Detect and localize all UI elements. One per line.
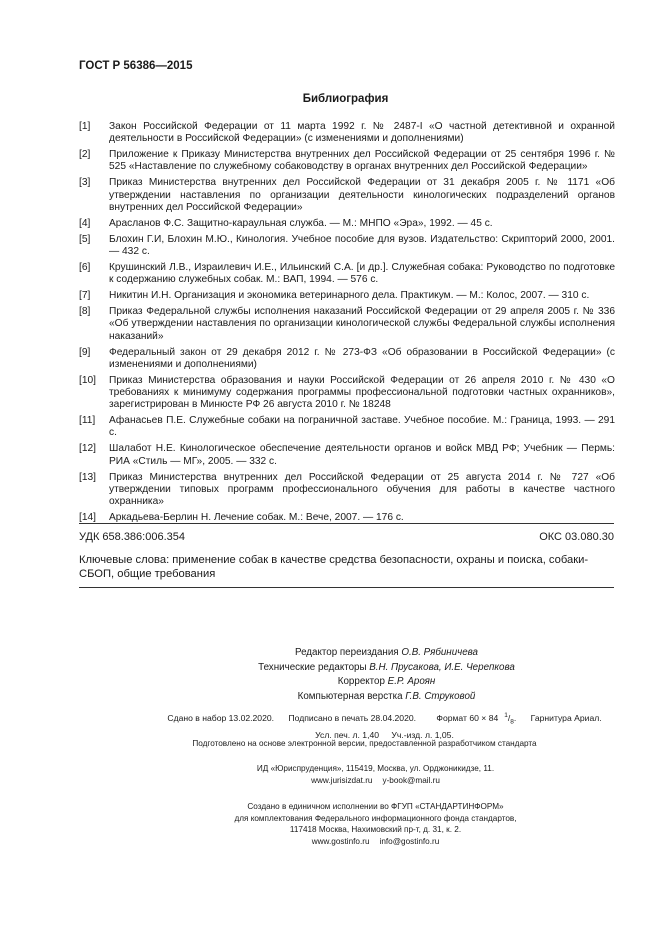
- proofreader-line: [112, 675, 661, 690]
- bibliography-item: [79, 415, 615, 440]
- item-text: Арасланов Ф.С. Защитно-караульная служба. — М.: МНПО «Эра», 1992. — 45 с.: [109, 217, 493, 229]
- bibliography-item: [79, 234, 615, 259]
- item-number: [7]: [79, 290, 91, 302]
- tech-editors-names: В.Н. Прусакова, И.Е. Черепкова: [369, 661, 515, 673]
- bibliography-item: [79, 347, 615, 372]
- item-text: Приказ Министерства образования и науки Российской Федерации от 26 апреля 2010 г. № 430 «О требованиях к минимуму содержания программы профессиональной подготовки частных охранников», зарегистрирован в Минюсте РФ 26 августа 2010 г. № 18248: [109, 374, 615, 411]
- item-text: Приказ Министерства внутренних дел Российской Федерации от 25 августа 2014 г. № 727 «Об утверждении типовых программ профессионального обучения для работы в качестве частного охранника»: [109, 471, 615, 508]
- bibliography-item: [79, 443, 615, 468]
- bibliography-title: Библиография: [302, 93, 389, 105]
- item-number: [14]: [79, 512, 96, 524]
- item-number: [1]: [79, 121, 91, 132]
- layout-name: Г.В. Струковой: [405, 690, 476, 702]
- item-number: [8]: [79, 306, 91, 318]
- editorial-credits: [0, 646, 661, 704]
- item-number: [12]: [79, 443, 96, 455]
- layout-line: [112, 690, 661, 705]
- bottom-divider: [79, 587, 614, 588]
- document-code: ГОСТ Р 56386—2015: [79, 60, 193, 72]
- typeface: Гарнитура Ариал.: [530, 712, 602, 723]
- printer-email-link[interactable]: info@gostinfo.ru: [379, 837, 440, 847]
- item-number: [3]: [79, 177, 91, 189]
- item-text: Блохин Г.И, Блохин М.Ю., Кинология. Учебное пособие для вузов. Издательство: Скрипторий 2000, 2001. — 432 с.: [109, 233, 615, 258]
- bibliography-item: [79, 472, 615, 509]
- editor-name: О.В. Рябиничева: [401, 647, 479, 658]
- signed-date: Подписано в печать 28.04.2020.: [288, 712, 417, 723]
- editor-line: [112, 646, 661, 661]
- submitted-date: Сдано в набор 13.02.2020.: [167, 712, 275, 723]
- item-number: [9]: [79, 346, 91, 358]
- oks-code: ОКС 03.080.30: [539, 531, 614, 543]
- print-info-row: [108, 709, 661, 729]
- bibliography-item: [79, 218, 615, 230]
- editor-label: Редактор переиздания: [294, 647, 399, 658]
- layout-label: Компьютерная верстка: [297, 690, 403, 702]
- printer-line-2: для комплектования Федерального информационного фонда стандартов,: [234, 813, 517, 823]
- bibliography-item: [79, 290, 615, 302]
- item-text: Федеральный закон от 29 декабря 2012 г. № 273-ФЗ «Об образовании в Российской Федерации» (с изменениями и дополнениями): [109, 346, 615, 370]
- print-info: [0, 709, 661, 743]
- publisher-info: [0, 763, 661, 786]
- item-number: [10]: [79, 374, 96, 386]
- publishing-sheets: Уч.-изд. л. 1,05.: [391, 730, 454, 741]
- item-text: Приказ Министерства внутренних дел Российской Федерации от 31 декабря 2005 г. № 1171 «Об утверждении наставления по организации деятельности кинологических подразделений органов внутренних дел Российской Федерации»: [109, 177, 615, 213]
- item-number: [11]: [79, 415, 96, 427]
- item-number: [6]: [79, 261, 91, 273]
- bibliography-list: [79, 121, 615, 528]
- bibliography-item: [79, 149, 615, 174]
- publisher-contacts: [90, 775, 661, 787]
- item-text: Аркадьева-Берлин Н. Лечение собак. М.: Вече, 2007. — 176 с.: [109, 512, 404, 524]
- item-text: Афанасьев П.Е. Служебные собаки на пограничной заставе. Учебное пособие. М.: Граница, 1993. — 291 с.: [109, 415, 615, 439]
- proofreader-name: Е.Р. Ароян: [387, 676, 436, 688]
- printer-site-link[interactable]: www.gostinfo.ru: [311, 837, 370, 847]
- prepared-note: Подготовлено на основе электронной версии, предоставленной разработчиком стандарта: [192, 739, 537, 748]
- item-number: [13]: [79, 471, 96, 483]
- print-sheets: Усл. печ. л. 1,40: [315, 730, 380, 741]
- tech-editors-line: [112, 661, 661, 676]
- item-number: [4]: [79, 217, 91, 229]
- paper-format: Формат 60 × 84 $^1/_8$.: [436, 712, 517, 726]
- item-number: [5]: [79, 233, 91, 245]
- bibliography-item: [79, 177, 615, 214]
- item-text: Приложение к Приказу Министерства внутренних дел Российской Федерации от 25 сентября 1996 г. № 525 «Наставление по служебному собаководству в органах внутренних дел Российской Федерации»: [109, 149, 615, 173]
- tech-editors-label: Технические редакторы: [258, 661, 367, 673]
- bibliography-item: [79, 306, 615, 343]
- item-text: Крушинский Л.В., Израилевич И.Е., Ильинский С.А. [и др.]. Служебная собака: Руководство по подготовке к содержанию служебных собак. М.: ВАП, 1994. — 576 с.: [109, 261, 615, 286]
- item-text: Шалабот Н.Е. Кинологическое обеспечение деятельности органов и войск МВД РФ; Учебник — Пермь: РИА «Стиль — МГ», 2005. — 332 с.: [109, 443, 615, 467]
- item-text: Закон Российской Федерации от 11 марта 1992 г. № 2487-I «О частной детективной и охранной деятельности в Российской Федерации» (с изменениями и дополнениями): [109, 121, 615, 145]
- bibliography-item: [79, 262, 615, 287]
- printer-line-1: Создано в единичном исполнении во ФГУП «СТАНДАРТИНФОРМ»: [247, 802, 504, 811]
- bibliography-item: [79, 375, 615, 412]
- item-text: Никитин И.Н. Организация и экономика ветеринарного дела. Практикум. — М.: Колос, 2007. — 310 с.: [109, 290, 590, 302]
- item-text: Приказ Федеральной службы исполнения наказаний Российской Федерации от 29 апреля 2005 г. № 336 «Об утверждении наставления по организации кинологической службы Федеральной службы исполнения наказаний»: [109, 306, 615, 342]
- publisher-site-link[interactable]: www.jurisizdat.ru: [311, 775, 373, 785]
- publisher-address: ИД «Юриспруденция», 115419, Москва, ул. Орджоникидзе, 11.: [256, 764, 495, 773]
- proofreader-label: Корректор: [337, 676, 385, 688]
- top-divider: [79, 523, 614, 524]
- keywords: Ключевые слова: применение собак в качестве средства безопасности, охраны и поиска, собаки-СБОП, общие требования: [79, 554, 589, 580]
- publisher-email-link[interactable]: y-book@mail.ru: [382, 775, 440, 785]
- bibliography-item: [79, 121, 615, 146]
- printer-address: 117418 Москва, Нахимовский пр-т, д. 31, к. 2.: [289, 825, 462, 835]
- printer-info: [0, 801, 661, 848]
- classification-row: [79, 531, 614, 543]
- item-number: [2]: [79, 149, 91, 161]
- printer-contacts: [90, 836, 661, 848]
- udk-code: УДК 658.386:006.354: [79, 531, 185, 543]
